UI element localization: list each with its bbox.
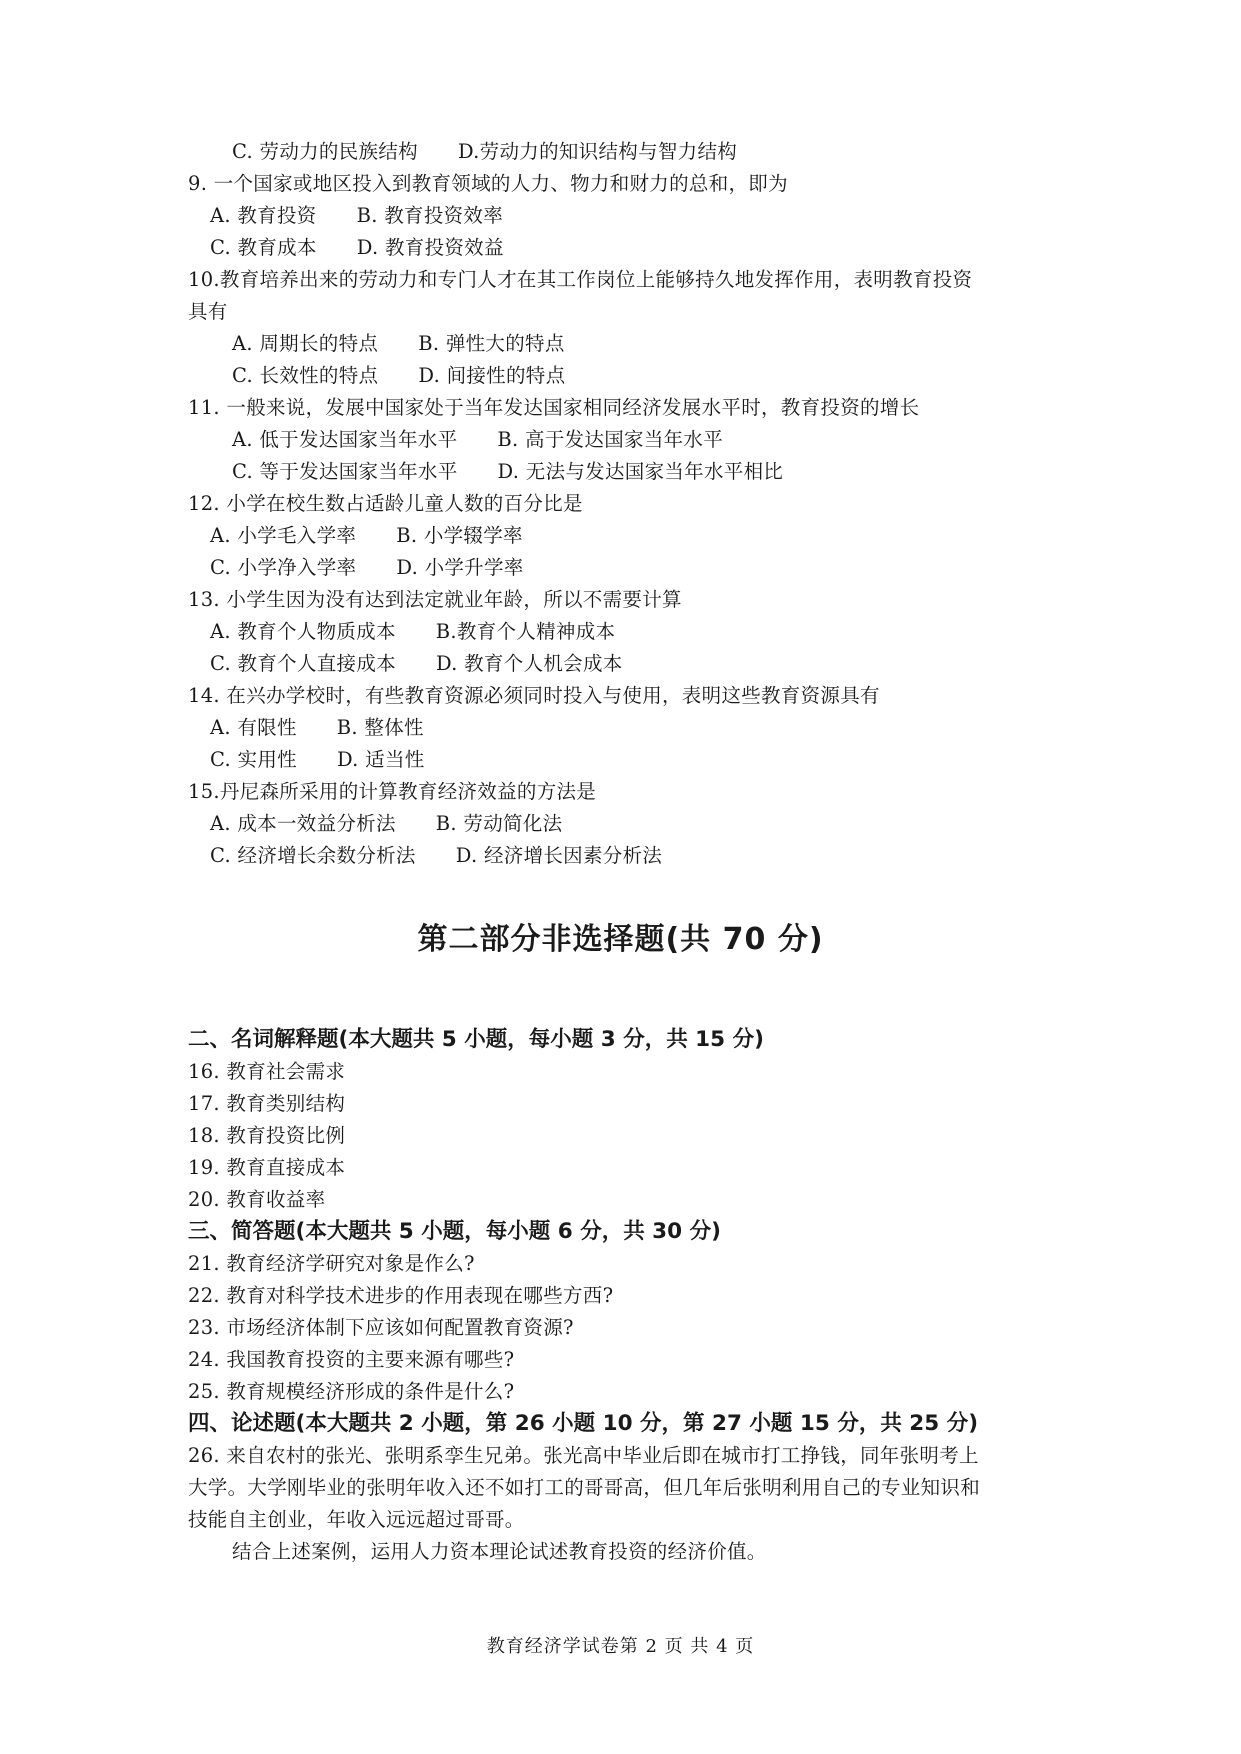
section2-item: 18. 教育投资比例 [188,1124,346,1147]
q8-option-d: D.劳动力的知识结构与智力结构 [457,140,738,163]
q10-options-cd [232,362,565,390]
q13-options-cd [210,650,623,678]
q11-options-ab [232,426,723,454]
q14-option-a: A. 有限性 [210,716,297,739]
q9-option-c: C. 教育成本 [210,236,317,259]
q14-option-c: C. 实用性 [210,748,297,771]
q9-stem: 9. 一个国家或地区投入到教育领域的人力、物力和财力的总和，即为 [188,172,788,195]
q11-option-d: D. 无法与发达国家当年水平相比 [497,460,784,483]
q14-option-d: D. 适当性 [336,748,425,771]
q13-option-d: D. 教育个人机会成本 [435,652,623,675]
section2-item: 17. 教育类别结构 [188,1092,346,1115]
section2-heading: 二、名词解释题(本大题共 5 小题，每小题 3 分，共 15 分) [188,1027,764,1052]
q12-option-a: A. 小学毛入学率 [210,524,357,547]
q10-options-ab [232,330,565,358]
q9-options-cd [210,234,504,262]
q13-options-ab [210,618,615,646]
section2-item: 16. 教育社会需求 [188,1060,346,1083]
q10-option-a: A. 周期长的特点 [232,332,379,355]
section3-item: 25. 教育规模经济形成的条件是什么? [188,1380,515,1403]
q8-option-c: C. 劳动力的民族结构 [232,140,418,163]
part-two-title: 第二部分非选择题(共 70 分) [417,922,824,957]
q12-option-b: B. 小学辍学率 [396,524,523,547]
page-footer: 教育经济学试卷第 2 页 共 4 页 [486,1636,755,1657]
q12-options-cd [210,554,524,582]
q11-stem: 11. 一般来说，发展中国家处于当年发达国家相同经济发展水平时，教育投资的增长 [188,396,920,419]
q11-options-cd [232,458,783,486]
section4-heading: 四、论述题(本大题共 2 小题，第 26 小题 10 分，第 27 小题 15 分，共 25 分) [188,1411,979,1436]
q15-stem: 15.丹尼森所采用的计算教育经济效益的方法是 [188,780,597,803]
q26-line3: 技能自主创业，年收入远远超过哥哥。 [188,1508,525,1531]
q26-line1: 26. 来自农村的张光、张明系孪生兄弟。张光高中毕业后即在城市打工挣钱，同年张明考上 [188,1444,979,1467]
q13-option-b: B.教育个人精神成本 [435,620,616,643]
section3-item: 24. 我国教育投资的主要来源有哪些? [188,1348,515,1371]
q9-option-b: B. 教育投资效率 [356,204,504,227]
section3-item: 21. 教育经济学研究对象是作么? [188,1252,475,1275]
q13-stem: 13. 小学生因为没有达到法定就业年龄，所以不需要计算 [188,588,682,611]
q8-options-cd [232,138,737,166]
q15-option-b: B. 劳动简化法 [435,812,563,835]
q12-stem: 12. 小学在校生数占适龄儿童人数的百分比是 [188,492,583,515]
q10-option-c: C. 长效性的特点 [232,364,379,387]
q14-stem: 14. 在兴办学校时，有些教育资源必须同时投入与使用，表明这些教育资源具有 [188,684,880,707]
section2-item: 19. 教育直接成本 [188,1156,346,1179]
q15-options-ab [210,810,562,838]
q13-option-c: C. 教育个人直接成本 [210,652,396,675]
q15-options-cd [210,842,662,870]
q15-option-c: C. 经济增长余数分析法 [210,844,416,867]
q10-stem-line2: 具有 [188,300,228,323]
q26-prompt: 结合上述案例，运用人力资本理论试述教育投资的经济价值。 [232,1540,767,1563]
q14-options-cd [210,746,425,774]
q15-option-d: D. 经济增长因素分析法 [455,844,663,867]
q9-option-d: D. 教育投资效益 [356,236,504,259]
q15-option-a: A. 成本一效益分析法 [210,812,396,835]
q11-option-a: A. 低于发达国家当年水平 [232,428,458,451]
q12-option-d: D. 小学升学率 [396,556,524,579]
q10-option-b: B. 弹性大的特点 [418,332,565,355]
q26-line2: 大学。大学刚毕业的张明年收入还不如打工的哥哥高，但几年后张明利用自己的专业知识和 [188,1476,981,1499]
q9-options-ab [210,202,503,230]
q10-stem-line1: 10.教育培养出来的劳动力和专门人才在其工作岗位上能够持久地发挥作用，表明教育投资 [188,268,973,291]
section3-item: 22. 教育对科学技术进步的作用表现在哪些方西? [188,1284,614,1307]
q10-option-d: D. 间接性的特点 [418,364,566,387]
q12-options-ab [210,522,523,550]
q14-option-b: B. 整体性 [336,716,424,739]
q11-option-b: B. 高于发达国家当年水平 [497,428,724,451]
section2-item: 20. 教育收益率 [188,1188,326,1211]
q13-option-a: A. 教育个人物质成本 [210,620,396,643]
section3-heading: 三、简答题(本大题共 5 小题，每小题 6 分，共 30 分) [188,1219,721,1244]
section3-item: 23. 市场经济体制下应该如何配置教育资源? [188,1316,574,1339]
q9-option-a: A. 教育投资 [210,204,317,227]
q14-options-ab [210,714,424,742]
q11-option-c: C. 等于发达国家当年水平 [232,460,458,483]
q12-option-c: C. 小学净入学率 [210,556,357,579]
